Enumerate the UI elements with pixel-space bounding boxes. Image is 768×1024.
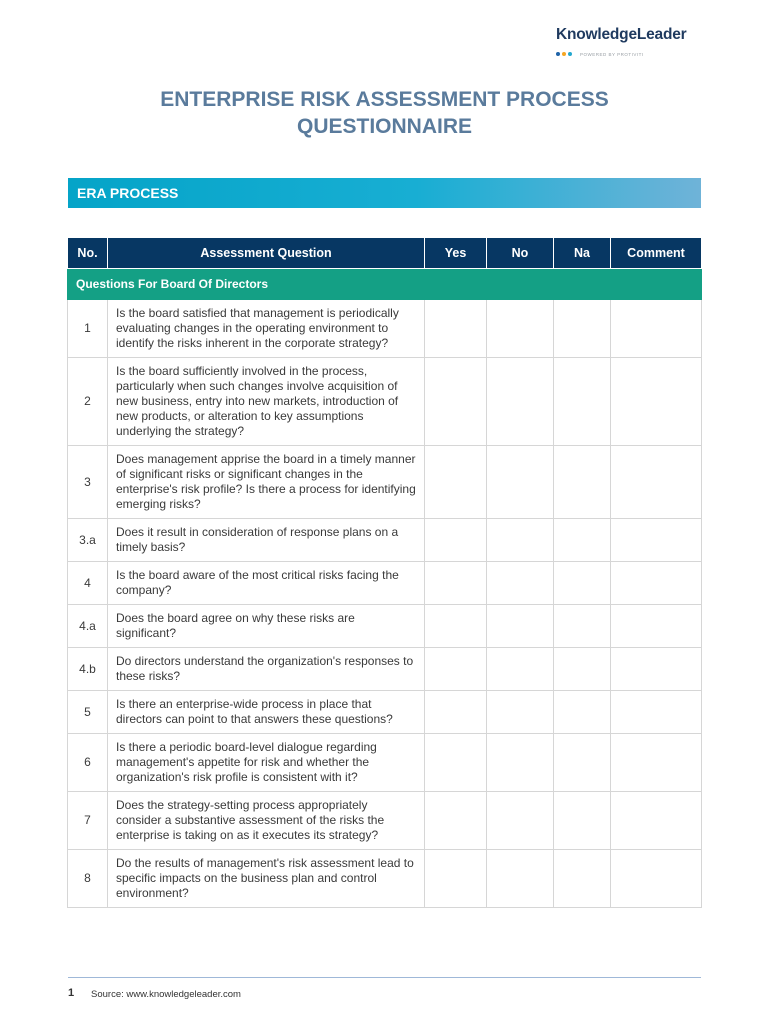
comment-cell[interactable]: [611, 446, 702, 519]
document-title: [68, 86, 701, 140]
section-row: [68, 269, 702, 300]
table-row: [68, 850, 702, 908]
answer-na-cell[interactable]: [554, 691, 611, 734]
table-row: [68, 792, 702, 850]
answer-na-cell[interactable]: [554, 605, 611, 648]
answer-na-cell[interactable]: [554, 850, 611, 908]
answer-no-cell[interactable]: [487, 300, 554, 358]
comment-cell[interactable]: [611, 605, 702, 648]
table-row: [68, 734, 702, 792]
answer-na-cell[interactable]: [554, 300, 611, 358]
comment-cell[interactable]: [611, 734, 702, 792]
header-no-answer: No: [487, 238, 554, 269]
answer-no-cell[interactable]: [487, 519, 554, 562]
row-number: 4.b: [68, 648, 108, 691]
row-number: 4.a: [68, 605, 108, 648]
header-na: Na: [554, 238, 611, 269]
answer-na-cell[interactable]: [554, 446, 611, 519]
table-row: [68, 519, 702, 562]
section-label: Questions For Board Of Directors: [68, 269, 702, 300]
answer-na-cell[interactable]: [554, 734, 611, 792]
row-question: Is the board sufficiently involved in the process, particularly when such changes involve acquisition of new business, entry into new markets, introduction of new products, or alteration to key assumptions underlying the strategy?: [108, 358, 425, 446]
answer-no-cell[interactable]: [487, 691, 554, 734]
logo-dot-cyan-icon: [568, 52, 572, 56]
answer-na-cell[interactable]: [554, 562, 611, 605]
row-number: 6: [68, 734, 108, 792]
row-question: Does the strategy-setting process appropriately consider a substantive assessment of the risks the enterprise is taking on as it executes its strategy?: [108, 792, 425, 850]
brand-name: KnowledgeLeader: [556, 26, 687, 43]
brand-tagline-row: [556, 49, 706, 59]
answer-no-cell[interactable]: [487, 734, 554, 792]
logo-dot-orange-icon: [562, 52, 566, 56]
row-question: Does the board agree on why these risks are significant?: [108, 605, 425, 648]
answer-yes-cell[interactable]: [425, 691, 487, 734]
row-number: 3: [68, 446, 108, 519]
comment-cell[interactable]: [611, 562, 702, 605]
brand-tagline: POWERED BY PROTIVITI: [580, 51, 644, 57]
brand-logo: [556, 26, 706, 59]
row-number: 5: [68, 691, 108, 734]
title-line-1: ENTERPRISE RISK ASSESSMENT PROCESS: [160, 88, 609, 111]
comment-cell[interactable]: [611, 792, 702, 850]
row-number: 4: [68, 562, 108, 605]
table-row: [68, 648, 702, 691]
answer-yes-cell[interactable]: [425, 734, 487, 792]
title-line-2: QUESTIONNAIRE: [296, 115, 472, 138]
header-yes: Yes: [425, 238, 487, 269]
row-question: Does management apprise the board in a timely manner of significant risks or significant changes in the enterprise's risk profile? Is there a process for identifying emerging risks?: [108, 446, 425, 519]
answer-no-cell[interactable]: [487, 648, 554, 691]
comment-cell[interactable]: [611, 691, 702, 734]
answer-yes-cell[interactable]: [425, 605, 487, 648]
answer-yes-cell[interactable]: [425, 648, 487, 691]
answer-na-cell[interactable]: [554, 358, 611, 446]
table-row: [68, 300, 702, 358]
answer-yes-cell[interactable]: [425, 562, 487, 605]
header-question: Assessment Question: [108, 238, 425, 269]
answer-no-cell[interactable]: [487, 446, 554, 519]
row-number: 3.a: [68, 519, 108, 562]
answer-no-cell[interactable]: [487, 605, 554, 648]
table-row: [68, 605, 702, 648]
comment-cell[interactable]: [611, 850, 702, 908]
answer-na-cell[interactable]: [554, 519, 611, 562]
header-no: No.: [68, 238, 108, 269]
table-row: [68, 358, 702, 446]
row-number: 1: [68, 300, 108, 358]
comment-cell[interactable]: [611, 648, 702, 691]
answer-no-cell[interactable]: [487, 792, 554, 850]
answer-no-cell[interactable]: [487, 562, 554, 605]
section-banner: ERA PROCESS: [68, 178, 701, 208]
footer-divider: [68, 977, 701, 978]
source-note: Source: www.knowledgeleader.com: [91, 989, 241, 1000]
table-row: [68, 562, 702, 605]
answer-yes-cell[interactable]: [425, 850, 487, 908]
comment-cell[interactable]: [611, 519, 702, 562]
header-comment: Comment: [611, 238, 702, 269]
answer-na-cell[interactable]: [554, 648, 611, 691]
row-question: Is there a periodic board-level dialogue regarding management's appetite for risk and whether the organization's risk profile is consistent with it?: [108, 734, 425, 792]
row-question: Is the board satisfied that management is periodically evaluating changes in the operating environment to identify the risks inherent in the corporate strategy?: [108, 300, 425, 358]
row-question: Do the results of management's risk assessment lead to specific impacts on the business plan and control environment?: [108, 850, 425, 908]
page-number: 1: [68, 987, 75, 999]
row-number: 8: [68, 850, 108, 908]
row-question: Is the board aware of the most critical risks facing the company?: [108, 562, 425, 605]
answer-yes-cell[interactable]: [425, 300, 487, 358]
table-row: [68, 446, 702, 519]
comment-cell[interactable]: [611, 300, 702, 358]
answer-yes-cell[interactable]: [425, 358, 487, 446]
row-question: Do directors understand the organization's responses to these risks?: [108, 648, 425, 691]
answer-no-cell[interactable]: [487, 850, 554, 908]
row-question: Does it result in consideration of response plans on a timely basis?: [108, 519, 425, 562]
row-number: 2: [68, 358, 108, 446]
answer-na-cell[interactable]: [554, 792, 611, 850]
comment-cell[interactable]: [611, 358, 702, 446]
table-header-row: [68, 238, 702, 269]
logo-dot-blue-icon: [556, 52, 560, 56]
answer-yes-cell[interactable]: [425, 519, 487, 562]
answer-yes-cell[interactable]: [425, 446, 487, 519]
answer-no-cell[interactable]: [487, 358, 554, 446]
questionnaire-table: [67, 237, 702, 908]
row-number: 7: [68, 792, 108, 850]
table-row: [68, 691, 702, 734]
answer-yes-cell[interactable]: [425, 792, 487, 850]
row-question: Is there an enterprise-wide process in place that directors can point to that answers these questions?: [108, 691, 425, 734]
